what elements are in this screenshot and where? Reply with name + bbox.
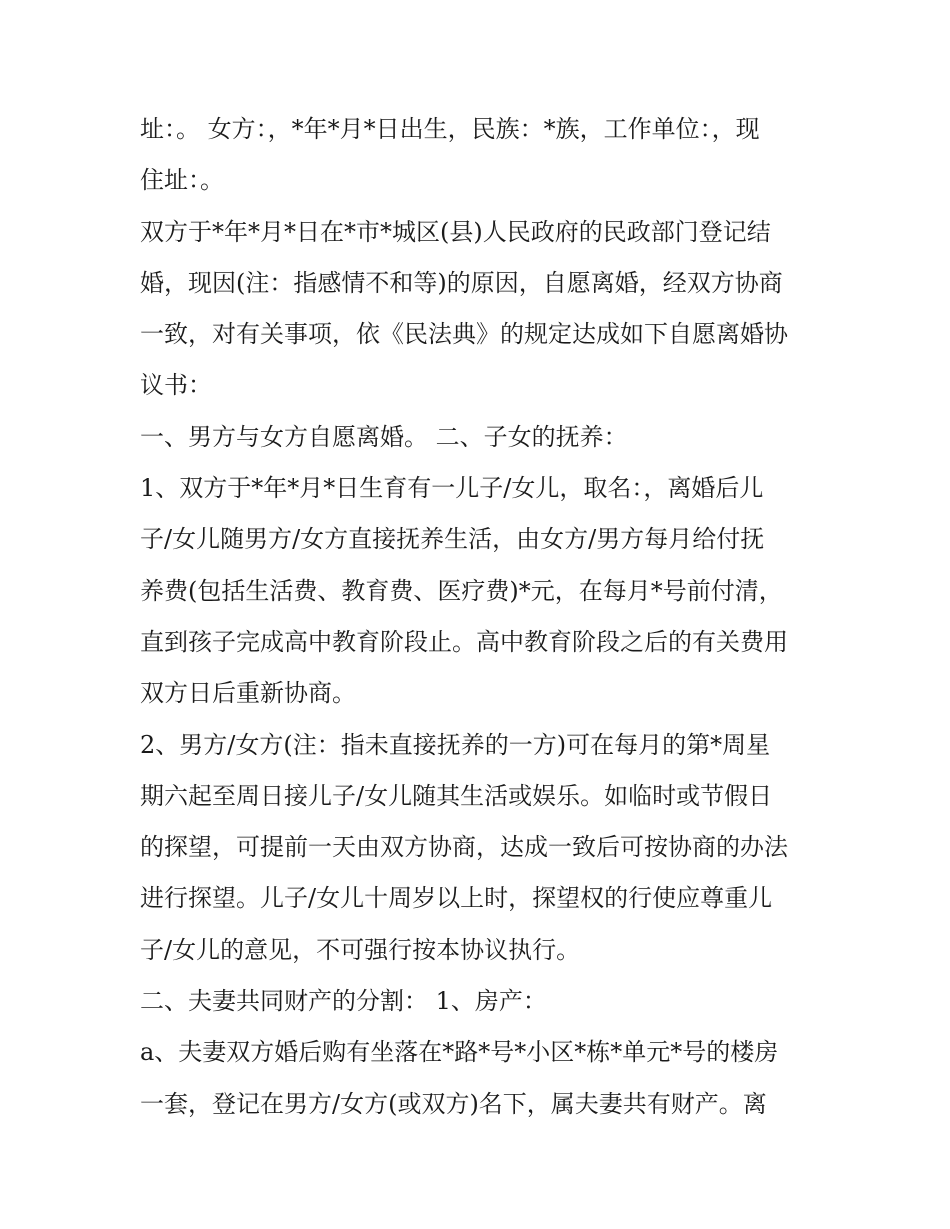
text-line: 期六起至周日接儿子/女儿随其生活或娱乐。如临时或节假日 — [140, 781, 773, 810]
text-line: 住址：。 — [140, 166, 224, 195]
text-line: 养费(包括生活费、教育费、医疗费)*元，在每月*号前付清， — [140, 576, 783, 605]
text-line: 一致，对有关事项，依《民法典》的规定达成如下自愿离婚协 — [140, 320, 788, 349]
text-line: 1、双方于*年*月*日生育有一儿子/女儿，取名：，离婚后儿 — [140, 474, 764, 503]
text-line: 议书： — [140, 371, 212, 400]
text-line: 进行探望。儿子/女儿十周岁以上时，探望权的行使应尊重儿 — [140, 884, 773, 913]
document-body — [140, 104, 820, 1130]
text-line: 2、男方/女方(注：指未直接抚养的一方)可在每月的第*周星 — [140, 730, 771, 759]
text-line: 的探望，可提前一天由双方协商，达成一致后可按协商的办法 — [140, 833, 788, 862]
text-line: 直到孩子完成高中教育阶段止。高中教育阶段之后的有关费用 — [140, 627, 788, 656]
section-heading: 一、男方与女方自愿离婚。 二、子女的抚养： — [140, 422, 628, 451]
text-line: 子/女儿的意见，不可强行按本协议执行。 — [140, 935, 581, 964]
text-line: a、夫妻双方婚后购有坐落在*路*号*小区*栋*单元*号的楼房 — [140, 1038, 779, 1067]
text-line: 子/女儿随男方/女方直接抚养生活，由女方/男方每月给付抚 — [140, 525, 765, 554]
section-heading: 二、夫妻共同财产的分割： 1、房产： — [140, 987, 547, 1016]
text-line: 双方日后重新协商。 — [140, 679, 356, 708]
text-line: 址：。 女方：，*年*月*日出生，民族：*族，工作单位：，现 — [140, 115, 760, 143]
text-line: 双方于*年*月*日在*市*城区(县)人民政府的民政部门登记结 — [140, 217, 771, 246]
text-line: 婚，现因(注：指感情不和等)的原因，自愿离婚，经双方协商 — [140, 268, 783, 297]
text-line: 一套，登记在男方/女方(或双方)名下，属夫妻共有财产。离 — [140, 1089, 767, 1118]
